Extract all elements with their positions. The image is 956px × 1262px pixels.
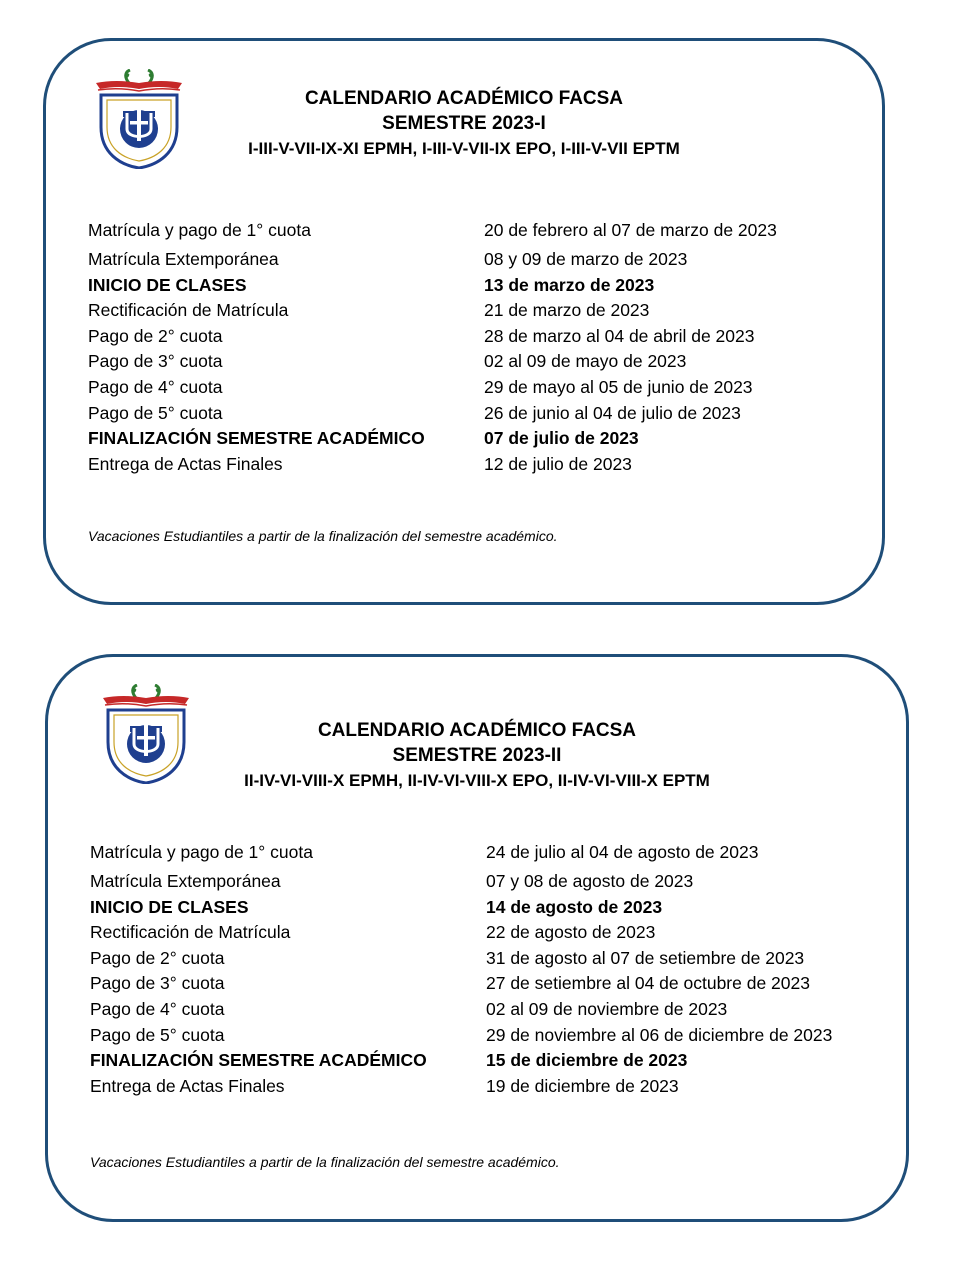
date-label: 26 de junio al 04 de julio de 2023 — [484, 402, 741, 423]
date-label: 08 y 09 de marzo de 2023 — [484, 249, 688, 269]
activity-label: INICIO DE CLASES — [90, 896, 249, 917]
activity-label: Matrícula y pago de 1° cuota — [88, 220, 311, 240]
activity-label: INICIO DE CLASES — [88, 274, 247, 295]
date-label: 14 de agosto de 2023 — [486, 896, 663, 917]
semester-label: SEMESTRE 2023-I — [382, 113, 546, 134]
calendar-header — [48, 718, 906, 794]
date-label: 02 al 09 de noviembre de 2023 — [486, 998, 728, 1019]
date-label: 29 de mayo al 05 de junio de 2023 — [484, 376, 753, 397]
activity-label: Rectificación de Matrícula — [88, 300, 289, 321]
date-label: 21 de marzo de 2023 — [484, 300, 650, 321]
date-label: 22 de agosto de 2023 — [486, 922, 656, 943]
date-label: 13 de marzo de 2023 — [484, 274, 655, 295]
activity-label: Entrega de Actas Finales — [88, 453, 283, 474]
date-label: 28 de marzo al 04 de abril de 2023 — [484, 325, 755, 346]
date-label: 07 de julio de 2023 — [484, 428, 639, 449]
activity-label: Pago de 4° cuota — [88, 376, 223, 397]
semester-label: SEMESTRE 2023-II — [392, 745, 562, 766]
activity-label: Pago de 2° cuota — [90, 947, 225, 968]
date-label: 02 al 09 de mayo de 2023 — [484, 351, 687, 372]
programs-label: I-III-V-VII-IX-XI EPMH, I-III-V-VII-IX EPO, I-III-V-VII EPTM — [248, 139, 680, 158]
date-label: 24 de julio al 04 de agosto de 2023 — [486, 842, 759, 862]
date-label: 29 de noviembre al 06 de diciembre de 2023 — [486, 1024, 833, 1045]
activity-label: Matrícula Extemporánea — [90, 871, 281, 891]
activity-label: Rectificación de Matrícula — [90, 922, 291, 943]
calendar-title: CALENDARIO ACADÉMICO FACSA — [317, 720, 637, 741]
date-label: 20 de febrero al 07 de marzo de 2023 — [484, 220, 777, 240]
activity-label: Pago de 3° cuota — [90, 973, 225, 994]
activity-label: Pago de 3° cuota — [88, 351, 223, 372]
date-label: 27 de setiembre al 04 de octubre de 2023 — [486, 973, 810, 994]
activity-label: Pago de 4° cuota — [90, 998, 225, 1019]
activity-label: Entrega de Actas Finales — [90, 1075, 285, 1096]
activity-label: FINALIZACIÓN SEMESTRE ACADÉMICO — [88, 428, 425, 449]
activity-label: Matrícula Extemporánea — [88, 249, 279, 269]
calendar-title: CALENDARIO ACADÉMICO FACSA — [304, 88, 624, 109]
programs-label: II-IV-VI-VIII-X EPMH, II-IV-VI-VIII-X EPO, II-IV-VI-VIII-X EPTM — [244, 771, 710, 790]
date-label: 07 y 08 de agosto de 2023 — [486, 871, 694, 891]
date-label: 15 de diciembre de 2023 — [486, 1050, 688, 1071]
activity-label: Matrícula y pago de 1° cuota — [90, 842, 313, 862]
calendar-card-2023-2 — [45, 654, 909, 1222]
vacation-note: Vacaciones Estudiantiles a partir de la finalización del semestre académico. — [88, 528, 558, 544]
calendar-card-2023-1 — [43, 38, 885, 605]
activity-label: Pago de 5° cuota — [88, 402, 223, 423]
activity-label: FINALIZACIÓN SEMESTRE ACADÉMICO — [90, 1050, 427, 1071]
date-label: 31 de agosto al 07 de setiembre de 2023 — [486, 947, 805, 968]
activity-label: Pago de 2° cuota — [88, 325, 223, 346]
calendar-header — [46, 86, 882, 162]
date-label: 19 de diciembre de 2023 — [486, 1075, 679, 1096]
date-label: 12 de julio de 2023 — [484, 453, 632, 474]
activity-label: Pago de 5° cuota — [90, 1024, 225, 1045]
vacation-note: Vacaciones Estudiantiles a partir de la finalización del semestre académico. — [90, 1154, 560, 1170]
